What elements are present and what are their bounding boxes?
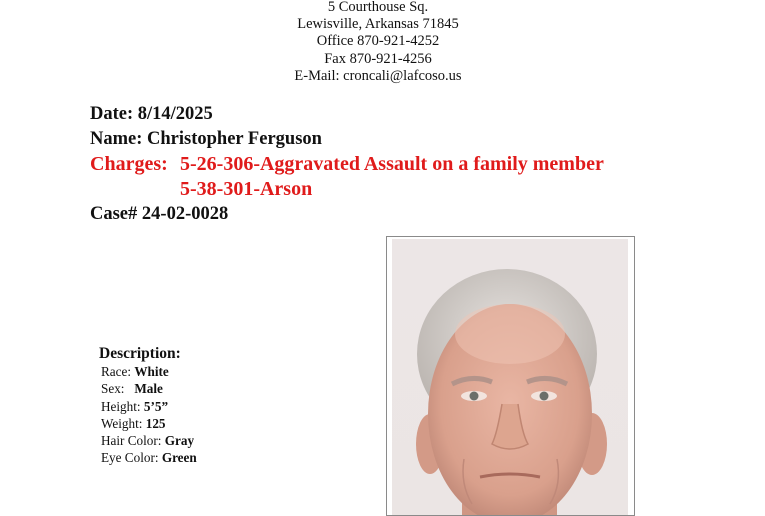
weight-field xyxy=(99,415,197,432)
height-value: 5’5” xyxy=(143,398,169,414)
email-line: E-Mail: croncali@lafcoso.us xyxy=(294,67,462,84)
charge-1: 5-26-306-Aggravated Assault on a family member xyxy=(180,153,604,175)
name-row xyxy=(90,127,604,152)
race-label: Race: xyxy=(101,364,132,379)
office-phone: Office 870-921-4252 xyxy=(316,33,440,50)
name-value: Christopher Ferguson xyxy=(147,129,322,149)
case-row xyxy=(90,202,604,227)
sex-field xyxy=(99,380,197,397)
mugshot-frame xyxy=(386,236,635,516)
description-block xyxy=(99,344,197,467)
date-row xyxy=(90,102,604,127)
address-line: 5 Courthouse Sq. xyxy=(327,0,429,15)
weight-value: 125 xyxy=(145,415,166,431)
eye-color-value: Green xyxy=(161,450,197,466)
description-title: Description: xyxy=(99,345,181,362)
height-field xyxy=(99,398,197,415)
charges-row-2 xyxy=(90,177,604,202)
sex-value: Male xyxy=(134,381,163,397)
hair-color-field xyxy=(99,432,197,449)
hair-color-value: Gray xyxy=(164,433,195,449)
hair-color-label: Hair Color: xyxy=(101,433,162,449)
case-number: 24-02-0028 xyxy=(141,204,229,224)
height-label: Height: xyxy=(101,398,141,414)
date-label: Date: xyxy=(90,104,134,124)
person-portrait-icon xyxy=(392,239,628,515)
date-value: 8/14/2025 xyxy=(137,104,213,124)
eye-color-label: Eye Color: xyxy=(101,450,159,466)
case-label: Case# xyxy=(90,204,138,224)
charges-label: Charges: xyxy=(90,153,168,175)
race-value: White xyxy=(134,364,169,379)
weight-label: Weight: xyxy=(101,415,143,431)
charge-2: 5-38-301-Arson xyxy=(180,178,313,200)
race-field xyxy=(99,363,197,380)
eye-color-field xyxy=(99,449,197,466)
mugshot-photo xyxy=(392,239,628,515)
name-label: Name: xyxy=(90,129,143,149)
city-line: Lewisville, Arkansas 71845 xyxy=(297,16,459,33)
fax-number: Fax 870-921-4256 xyxy=(324,50,432,67)
agency-header xyxy=(0,0,756,85)
charges-row xyxy=(90,152,604,177)
sex-label: Sex: xyxy=(101,381,125,397)
subject-info xyxy=(90,102,604,227)
